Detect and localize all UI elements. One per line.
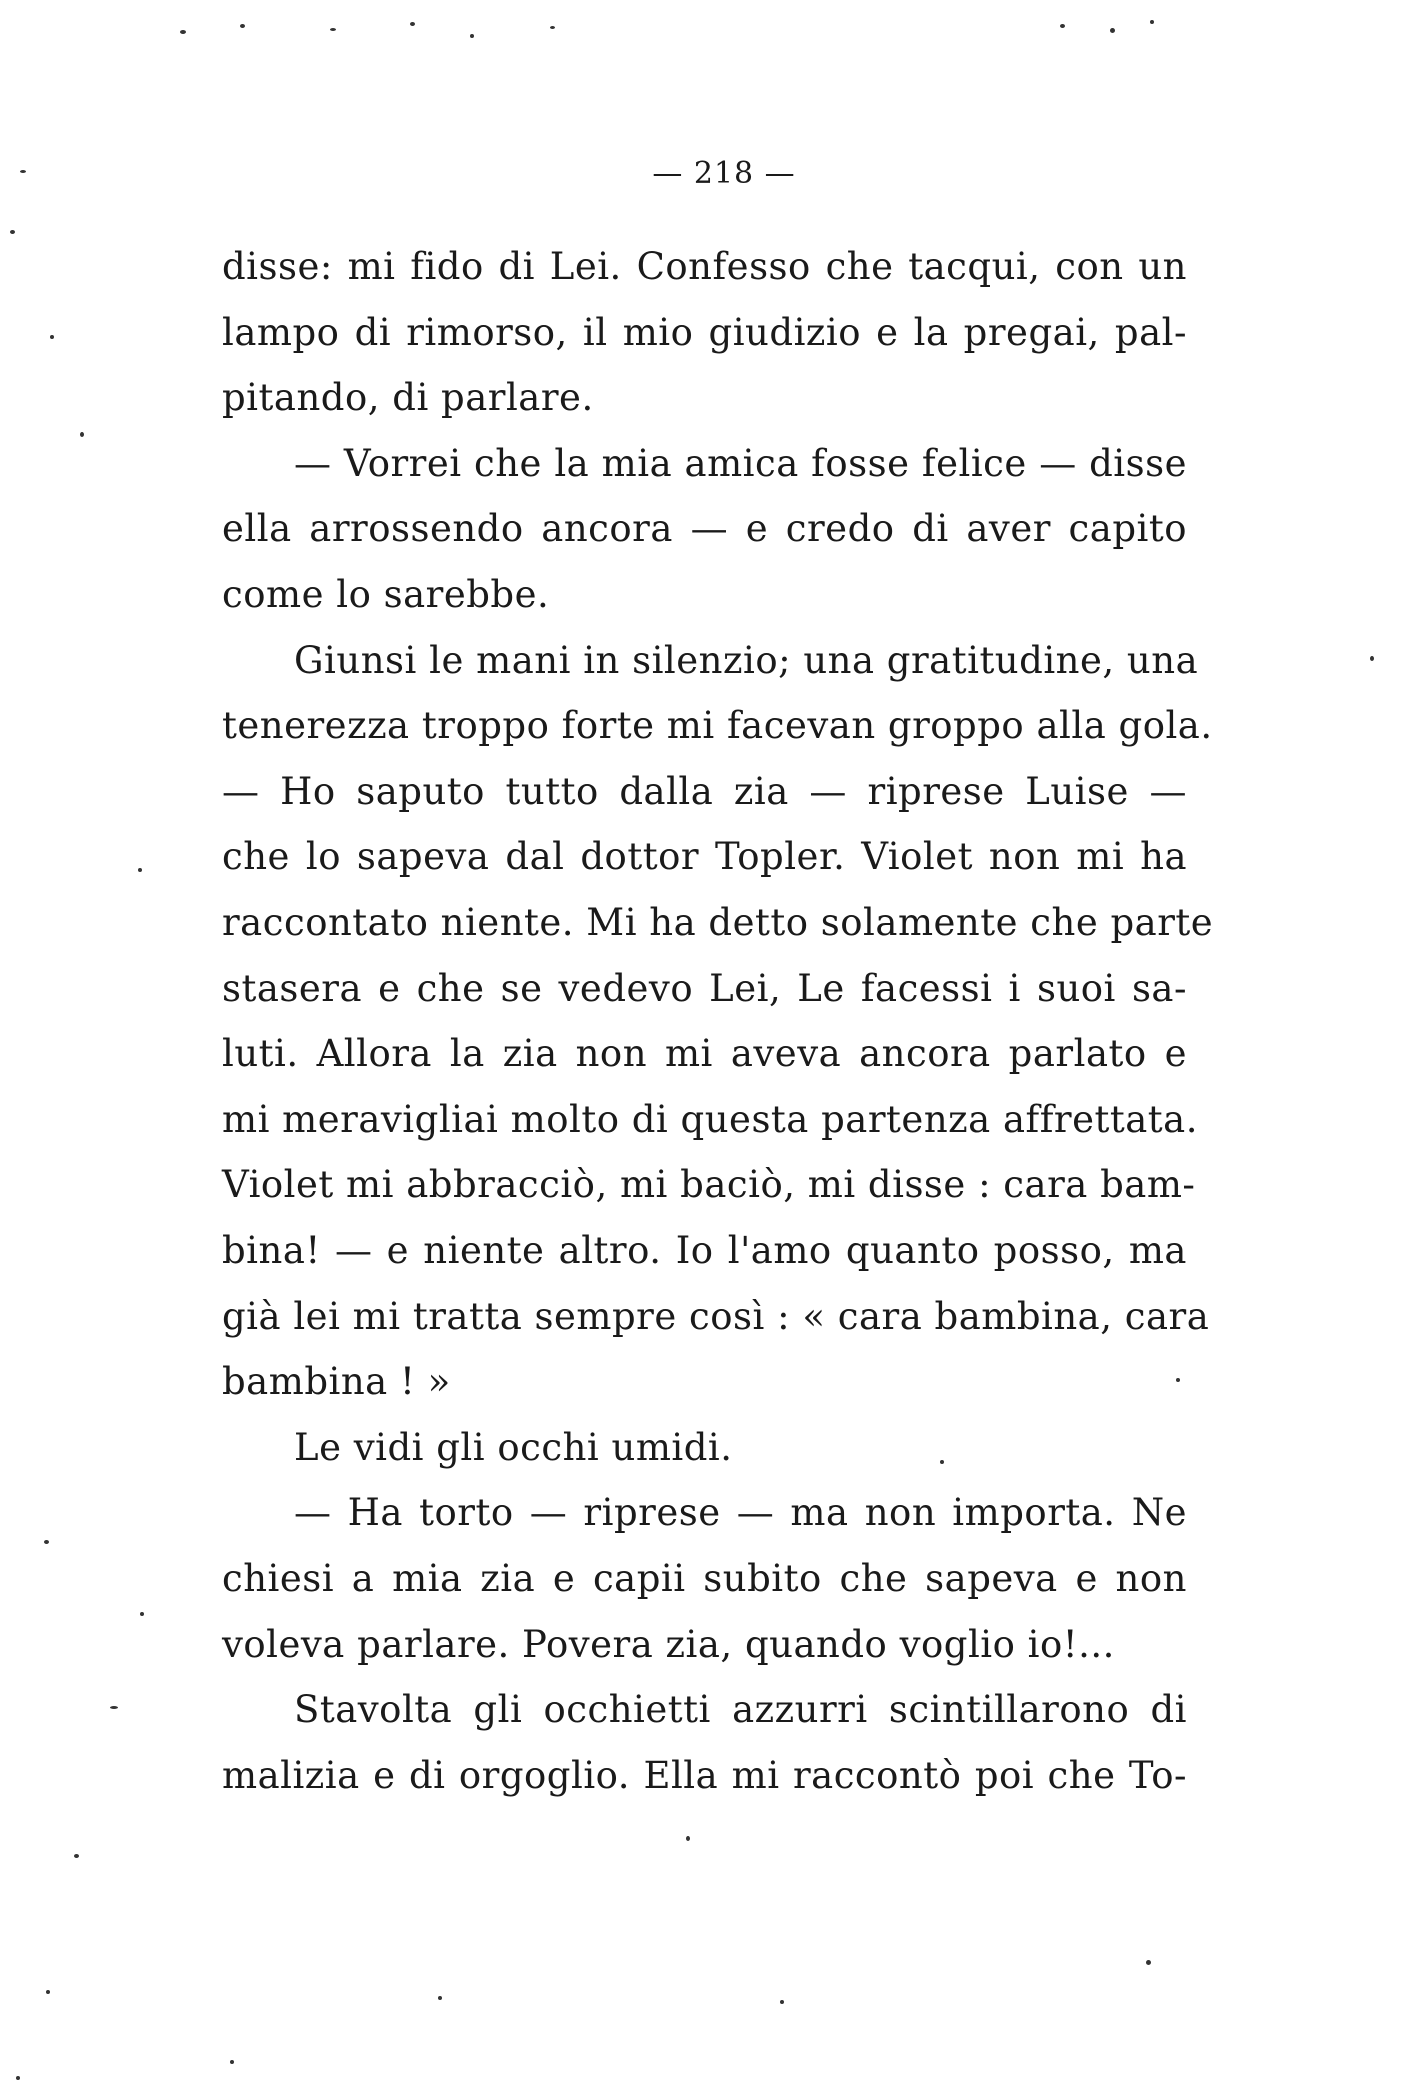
text-line: malizia e di orgoglio. Ella mi raccontò poi che To- [222,1754,1187,1797]
text-line: tenerezza troppo forte mi facevan groppo alla gola. [222,704,1213,747]
scan-speck [74,1854,79,1858]
text-line: — Ho saputo tutto dalla zia — riprese Luise — [222,770,1187,813]
scan-speck [550,26,555,29]
scan-speck [10,230,15,234]
scan-speck [20,170,26,173]
scan-speck [780,2000,784,2004]
text-line: mi meravigliai molto di questa partenza affrettata. [222,1098,1198,1141]
scan-speck [1176,1378,1180,1382]
scan-speck [470,34,474,38]
scan-speck [44,1540,49,1544]
scan-speck [240,24,245,28]
text-line: che lo sapeva dal dottor Topler. Violet non mi ha [222,835,1187,878]
text-line: Violet mi abbracciò, mi baciò, mi disse : cara bam- [222,1163,1196,1206]
scan-speck [330,28,336,31]
text-line: già lei mi tratta sempre così : « cara bambina, cara [222,1295,1210,1338]
text-line: lampo di rimorso, il mio giudizio e la pregai, pal- [222,311,1187,354]
scan-speck [686,1836,690,1841]
text-line: — Ha torto — riprese — ma non importa. Ne [294,1491,1187,1534]
scan-speck [438,1996,442,2000]
text-line: Stavolta gli occhietti azzurri scintillarono di [294,1688,1187,1731]
scan-speck [940,1460,944,1464]
scan-speck [1060,24,1065,28]
text-line: chiesi a mia zia e capii subito che sapeva e non [222,1557,1187,1600]
scan-speck [1110,28,1115,33]
scan-speck [140,1612,144,1616]
scan-speck [50,335,54,339]
scan-speck [230,2060,234,2064]
scan-speck [410,22,415,26]
text-line: — Vorrei che la mia amica fosse felice — disse [294,442,1187,485]
text-line: bina! — e niente altro. Io l'amo quanto posso, ma [222,1229,1187,1272]
page-number: — 218 — [652,156,796,191]
text-line: Giunsi le mani in silenzio; una gratitudine, una [294,639,1199,682]
scan-speck [1146,1960,1151,1965]
text-line: stasera e che se vedevo Lei, Le facessi i suoi sa- [222,967,1187,1010]
text-line: disse: mi fido di Lei. Confesso che tacqui, con un [222,245,1187,288]
text-line: luti. Allora la zia non mi aveva ancora parlato e [222,1032,1187,1075]
scan-speck [80,432,84,437]
scan-speck [138,868,142,872]
text-line: voleva parlare. Povera zia, quando voglio io!... [222,1623,1115,1666]
scan-speck [1150,20,1154,24]
text-line: bambina ! » [222,1360,451,1403]
scan-speck [46,1990,50,1994]
text-line: Le vidi gli occhi umidi. [294,1426,733,1469]
scan-speck [110,1706,118,1709]
scan-speck [1370,656,1374,661]
scan-speck [180,30,186,34]
text-line: come lo sarebbe. [222,573,550,616]
text-line: raccontato niente. Mi ha detto solamente che parte [222,901,1214,944]
scan-speck [16,2076,20,2080]
text-line: pitando, di parlare. [222,376,594,419]
text-line: ella arrossendo ancora — e credo di aver capito [222,507,1187,550]
